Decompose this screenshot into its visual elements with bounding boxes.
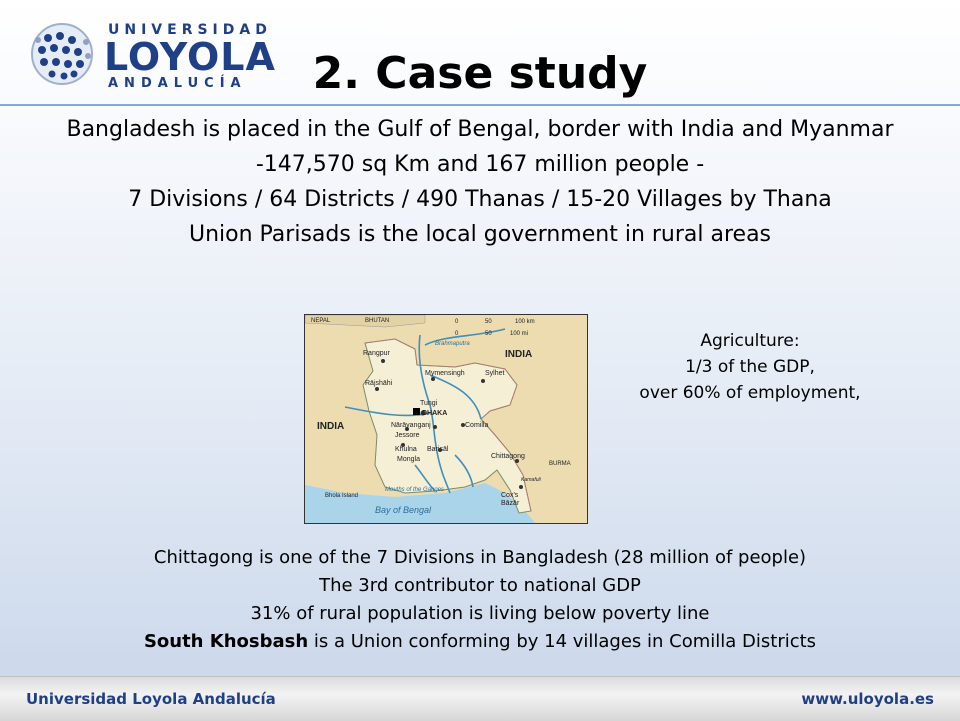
map-label-jessore: Jessore: [395, 432, 420, 439]
map-label-barisal: Barisāl: [427, 446, 449, 453]
bangladesh-map: [304, 314, 588, 524]
map-label-bhola: Bhola Island: [325, 493, 359, 499]
intro-line-area: -147,570 sq Km and 167 million people -: [255, 152, 705, 177]
chittagong-info: [20, 544, 940, 656]
map-label-khulna: Khulna: [395, 446, 417, 453]
agriculture-gdp: 1/3 of the GDP,: [685, 357, 815, 377]
logo-top-text: UNIVERSIDAD: [108, 22, 272, 38]
chittagong-line-poverty: 31% of rural population is living below poverty line: [250, 603, 710, 624]
map-label-bazar: Bāzār: [501, 500, 520, 507]
map-scale-mi-0: 0: [455, 331, 459, 337]
map-label-india-west: INDIA: [317, 421, 345, 432]
map-label-mouths: Mouths of the Ganges: [385, 487, 445, 493]
agriculture-heading: Agriculture:: [700, 331, 800, 351]
intro-line-government: Union Parisads is the local government in rural areas: [188, 222, 772, 247]
map-label-chittagong: Chittagong: [491, 453, 525, 460]
intro-text: [20, 116, 940, 256]
intro-line-divisions: 7 Divisions / 64 Districts / 490 Thanas / 15-20 Villages by Thana: [128, 187, 832, 212]
map-label-tungi: Tungi: [420, 400, 438, 407]
chittagong-line-gdp: The 3rd contributor to national GDP: [319, 575, 641, 596]
map-scale-0: 0: [455, 319, 459, 325]
map-label-bay: Bay of Bengal: [375, 505, 432, 515]
map-label-nepal: NEPAL: [311, 318, 331, 324]
logo-main-text: LOYOLA: [104, 35, 276, 79]
map-scale-100: 100 km: [515, 319, 535, 325]
map-scale-mi-100: 100 mi: [510, 331, 529, 337]
intro-line-location: Bangladesh is placed in the Gulf of Bengal, border with India and Myanmar: [66, 117, 894, 142]
footer-university-name: Universidad Loyola Andalucía: [26, 690, 276, 708]
map-label-bhutan: BHUTAN: [365, 318, 390, 324]
logo-bottom-text: ANDALUCÍA: [108, 76, 247, 91]
map-label-sylhet: Sylhet: [485, 370, 505, 377]
map-label-karnafuli: Karnafuli: [521, 477, 541, 483]
footer-website-link[interactable]: www.uloyola.es: [801, 690, 934, 708]
union-name: South Khosbash: [143, 631, 309, 652]
map-label-coxs: Cox's: [501, 492, 519, 499]
map-scale-50: 50: [485, 319, 492, 325]
map-label-mongla: Mongla: [397, 456, 420, 463]
map-label-burma: BURMA: [549, 461, 571, 467]
union-description: is a Union conforming by 14 villages in Comilla Districts: [308, 631, 817, 652]
agriculture-info: [600, 328, 900, 406]
chittagong-line-division: Chittagong is one of the 7 Divisions in Bangladesh (28 million of people): [153, 547, 807, 568]
map-label-rangpur: Rangpur: [363, 350, 390, 357]
map-label-india-north: INDIA: [505, 349, 533, 360]
map-scale-mi-50: 50: [485, 331, 492, 337]
footer-bar: [0, 676, 960, 721]
chittagong-line-union: [20, 628, 940, 656]
slide-title: 2. Case study: [312, 48, 648, 99]
agriculture-employment: over 60% of employment,: [639, 383, 861, 403]
map-label-brahmaputra: Brahmaputra: [435, 341, 470, 347]
map-label-dhaka: DHAKA: [422, 410, 448, 417]
map-label-mymensingh: Mymensingh: [425, 370, 465, 377]
title-divider: [0, 104, 960, 106]
map-label-rajshahi: Rājshāhi: [365, 380, 393, 387]
map-label-comilla: Comilla: [465, 422, 489, 429]
map-label-narayanganj: Nārāyanganj: [391, 422, 431, 429]
